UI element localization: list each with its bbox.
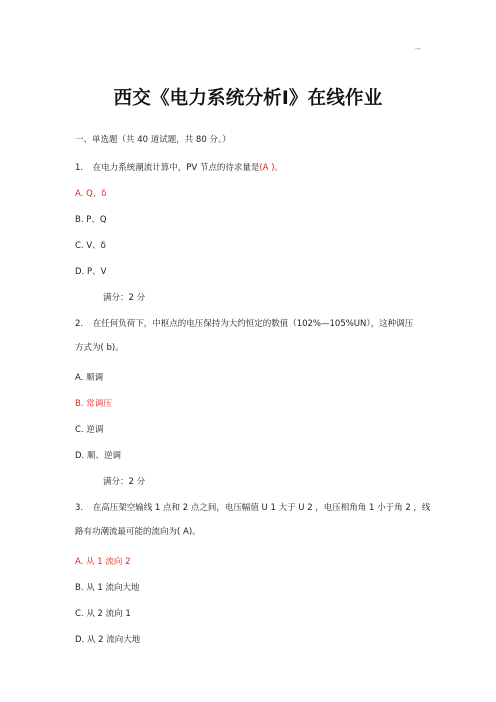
question-1-option-d: D. P、V (75, 267, 107, 277)
document-title: 西交《电力系统分析Ⅰ》在线作业 (113, 88, 383, 109)
question-2-score: 满分：2 分 (103, 477, 146, 487)
question-1-option-b: B. P、Q (75, 215, 107, 225)
question-2-text (75, 317, 413, 329)
question-3-option-c: C. 从 2 流向 1 (75, 609, 131, 619)
question-answer: (A )。 (259, 163, 284, 173)
question-number: 2. (75, 319, 84, 329)
question-number: 3. (75, 503, 84, 513)
question-3-option-d: D. 从 2 流向大地 (75, 635, 141, 645)
question-stem: 在电力系统潮流计算中，PV 节点的待求量是 (92, 163, 260, 173)
question-2-option-a: A. 顺调 (75, 373, 104, 383)
question-3-option-a: A. 从 1 流向 2 (75, 557, 131, 567)
question-2-text-line2: 方式为( b)。 (75, 343, 124, 353)
question-stem: 在任何负荷下，中枢点的电压保持为大约恒定的数值（102%—105%UN），这种调压 (92, 319, 414, 329)
question-stem: 在高压架空输线 1 点和 2 点之间，电压幅值 U 1 大于 U 2 ，电压相角角 1 小于角 2 ，线 (92, 503, 431, 513)
question-1-text (75, 161, 283, 173)
question-1-option-a: A. Q、δ (75, 189, 107, 199)
question-2-option-d: D. 顺、逆调 (75, 451, 121, 461)
question-1-score: 满分：2 分 (103, 293, 146, 303)
corner-mark: .,, (415, 44, 421, 51)
question-3-text-line2: 路有功潮流最可能的流向为( A)。 (75, 527, 201, 537)
question-2-option-b: B. 常调压 (75, 399, 112, 409)
section-header: 一、单选题（共 40 道试题，共 80 分。） (75, 135, 231, 145)
question-2-option-c: C. 逆调 (75, 425, 104, 435)
question-number: 1. (75, 163, 84, 173)
question-3-option-b: B. 从 1 流向大地 (75, 583, 140, 593)
question-1-option-c: C. V、δ (75, 241, 106, 251)
question-3-text (75, 501, 430, 513)
